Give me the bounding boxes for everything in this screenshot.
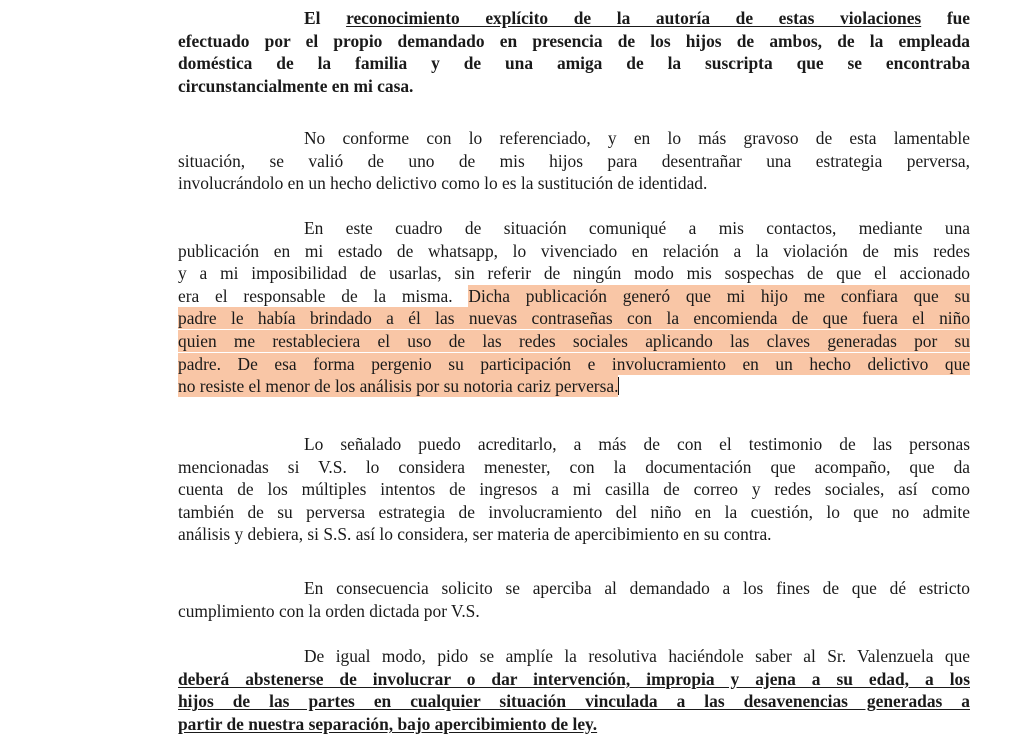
text-line: análisis y debiera, si S.S. así lo considera, ser materia de apercibimiento en su contra. <box>178 524 772 545</box>
text-line: partir de nuestra separación, bajo apercibimiento de ley. <box>178 713 598 734</box>
highlighted-text[interactable]: Dicha publicación generó que mi hijo me confiara que su <box>468 285 970 306</box>
paragraph-extension <box>178 645 970 735</box>
text-line: mencionadas si V.S. lo considera menester, con la documentación que acompaño, que da <box>178 456 970 477</box>
text-line <box>178 375 970 398</box>
text-line: involucrándolo en un hecho delictivo como lo es la sustitución de identidad. <box>178 173 708 194</box>
highlighted-text[interactable]: padre le había brindado a él las nuevas contraseñas con la encomienda de que fuera el niño <box>178 308 970 329</box>
paragraph-request <box>178 577 970 622</box>
paragraph-whatsapp-publication <box>178 217 970 398</box>
paragraph-authorship-recognition <box>178 7 970 97</box>
text-line <box>178 353 970 376</box>
text-line: doméstica de la familia y de una amiga de la suscripta que se encontraba <box>178 53 970 74</box>
text-line: Lo señalado puedo acreditarlo, a más de con el testimonio de las personas <box>304 434 970 454</box>
text-line: y a mi imposibilidad de usarlas, sin referir de ningún modo mis sospechas de que el accionado <box>178 263 970 284</box>
paragraph-evidence <box>178 433 970 546</box>
text-line: era el responsable de la misma. Dicha publicación generó que mi hijo me confiara que su <box>178 285 970 306</box>
text-line: El reconocimiento explícito de la autoría de estas violaciones fue <box>304 8 970 28</box>
text-line: publicación en mi estado de whatsapp, lo vivenciado en relación a la violación de mis redes <box>178 240 970 261</box>
text-line: también de su perversa estrategia de involucramiento del niño en la cuestión, lo que no admite <box>178 501 970 522</box>
text-line <box>178 307 970 330</box>
paragraph-identity-substitution <box>178 127 970 195</box>
text-cursor <box>618 377 619 395</box>
highlighted-text[interactable]: no resiste el menor de los análisis por su notoria cariz perversa. <box>178 376 619 397</box>
text-line: En este cuadro de situación comuniqué a mis contactos, mediante una <box>304 218 970 238</box>
text-line: circunstancialmente en mi casa. <box>178 75 414 96</box>
text-line: cuenta de los múltiples intentos de ingresos a mi casilla de correo y redes sociales, así como <box>178 479 970 500</box>
text-line: cumplimiento con la orden dictada por V.S. <box>178 600 480 621</box>
highlighted-text[interactable]: quien me restableciera el uso de las redes sociales aplicando las claves generadas por su <box>178 330 970 351</box>
text-line: hijos de las partes en cualquier situación vinculada a las desavenencias generadas a <box>178 691 970 712</box>
underlined-phrase: reconocimiento explícito de la autoría de estas violaciones <box>346 8 922 28</box>
text-line: De igual modo, pido se amplíe la resolutiva haciéndole saber al Sr. Valenzuela que <box>304 646 970 666</box>
text-line <box>178 330 970 353</box>
text-line: situación, se valió de uno de mis hijos para desentrañar una estrategia perversa, <box>178 150 970 171</box>
text-line: deberá abstenerse de involucrar o dar intervención, impropia y ajena a su edad, a los <box>178 668 970 689</box>
text-line: No conforme con lo referenciado, y en lo más gravoso de esta lamentable <box>304 128 970 148</box>
text-line: En consecuencia solicito se aperciba al demandado a los fines de que dé estricto <box>304 578 970 598</box>
highlighted-text[interactable]: padre. De esa forma pergenio su participación e involucramiento en un hecho delictivo que <box>178 353 970 374</box>
text-line: efectuado por el propio demandado en presencia de los hijos de ambos, de la empleada <box>178 30 970 51</box>
